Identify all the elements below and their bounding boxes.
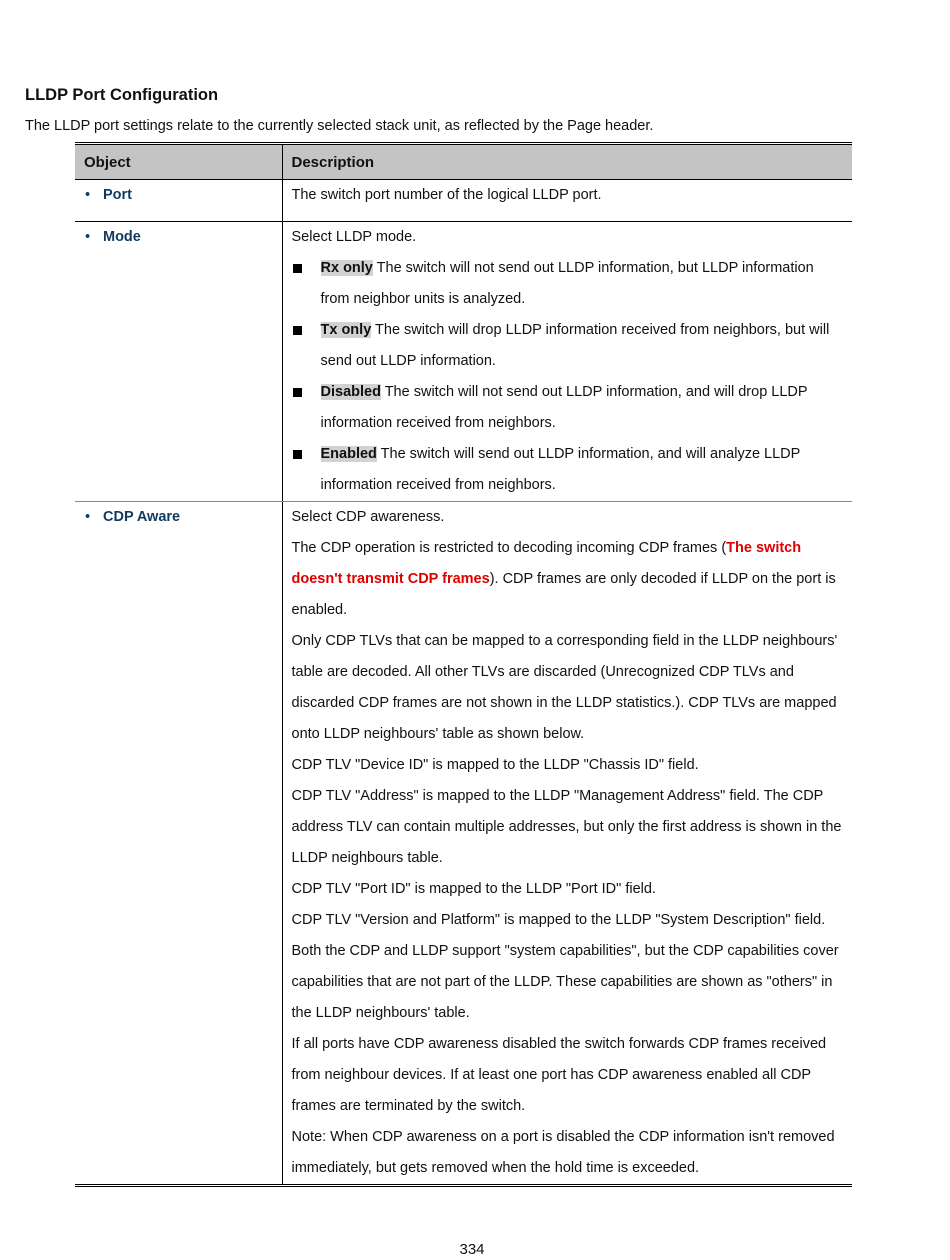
option-text: The switch will not send out LLDP information, but LLDP information from neighbor units is analyzed. — [320, 260, 814, 307]
table-row-cdp-aware — [75, 502, 852, 1186]
object-name-port: • Port — [85, 180, 273, 205]
cdp-paragraph: If all ports have CDP awareness disabled the switch forwards CDP frames received from neighbour devices. If at least one port has CDP awareness enabled all CDP frames are terminated by the switch. — [291, 1036, 827, 1114]
mode-lead: Select LLDP mode. — [291, 229, 417, 245]
cdp-paragraph: Note: When CDP awareness on a port is disabled the CDP information isn't removed immediately, but gets removed when the hold time is exceeded. — [291, 1129, 835, 1176]
column-header-object: Object — [75, 144, 282, 180]
page-heading: LLDP Port Configuration — [25, 86, 219, 104]
cdp-text: ). CDP frames are only decoded if LLDP on the port is enabled. — [291, 571, 836, 618]
mode-option-disabled — [292, 377, 844, 439]
option-text: The switch will drop LLDP information received from neighbors, but will send out LLDP information. — [320, 322, 830, 369]
option-term: Rx only — [320, 260, 373, 276]
cdp-lead: Select CDP awareness. — [291, 509, 445, 525]
object-cell — [75, 180, 282, 222]
cdp-paragraph: CDP TLV "Version and Platform" is mapped to the LLDP "System Description" field. — [291, 912, 826, 928]
intro-text: The LLDP port settings relate to the currently selected stack unit, as reflected by the Page header. — [25, 118, 654, 134]
cdp-paragraph: CDP TLV "Device ID" is mapped to the LLDP "Chassis ID" field. — [291, 757, 699, 773]
table-row-port — [75, 180, 852, 222]
page-number: 334 — [459, 1241, 485, 1258]
parameter-table — [75, 142, 852, 1187]
description-cell — [282, 502, 852, 1186]
cdp-paragraph: CDP TLV "Address" is mapped to the LLDP "Management Address" field. The CDP address TLV can contain multiple addresses, but only the first address is shown in the LLDP neighbours table. — [291, 788, 842, 866]
cdp-paragraph: Both the CDP and LLDP support "system capabilities", but the CDP capabilities cover capabilities that are not part of the LLDP. These capabilities are shown as "others" in the LLDP neighbours' table. — [291, 943, 839, 1021]
table-row-mode — [75, 222, 852, 502]
option-term: Disabled — [320, 384, 381, 400]
object-name-cdp-aware: • CDP Aware — [85, 502, 273, 527]
mode-options-list — [292, 253, 844, 501]
cdp-warning-text: The switch doesn't transmit CDP frames — [291, 540, 802, 587]
description-cell — [282, 222, 852, 502]
mode-option-tx-only — [292, 315, 844, 377]
port-description: The switch port number of the logical LLDP port. — [291, 187, 602, 203]
option-term: Enabled — [320, 446, 377, 462]
mode-option-rx-only — [292, 253, 844, 315]
cdp-paragraph: CDP TLV "Port ID" is mapped to the LLDP "Port ID" field. — [291, 881, 656, 897]
cdp-paragraph-decoding — [292, 533, 844, 626]
object-cell — [75, 502, 282, 1186]
mode-option-enabled — [292, 439, 844, 501]
description-cell — [282, 180, 852, 222]
option-text: The switch will not send out LLDP information, and will drop LLDP information received from neighbors. — [320, 384, 808, 431]
object-cell — [75, 222, 282, 502]
column-header-description: Description — [282, 144, 852, 180]
option-term: Tx only — [320, 322, 372, 338]
cdp-text: The CDP operation is restricted to decoding incoming CDP frames ( — [291, 540, 727, 556]
table-header-row — [75, 144, 852, 180]
object-name-mode: • Mode — [85, 222, 273, 247]
option-text: The switch will send out LLDP information, and will analyze LLDP information received from neighbors. — [320, 446, 801, 493]
cdp-paragraph: Only CDP TLVs that can be mapped to a corresponding field in the LLDP neighbours' table are decoded. All other TLVs are discarded (Unrecognized CDP TLVs and discarded CDP frames are not shown in the LLDP statistics.). CDP TLVs are mapped onto LLDP neighbours' table as shown below. — [291, 633, 838, 742]
